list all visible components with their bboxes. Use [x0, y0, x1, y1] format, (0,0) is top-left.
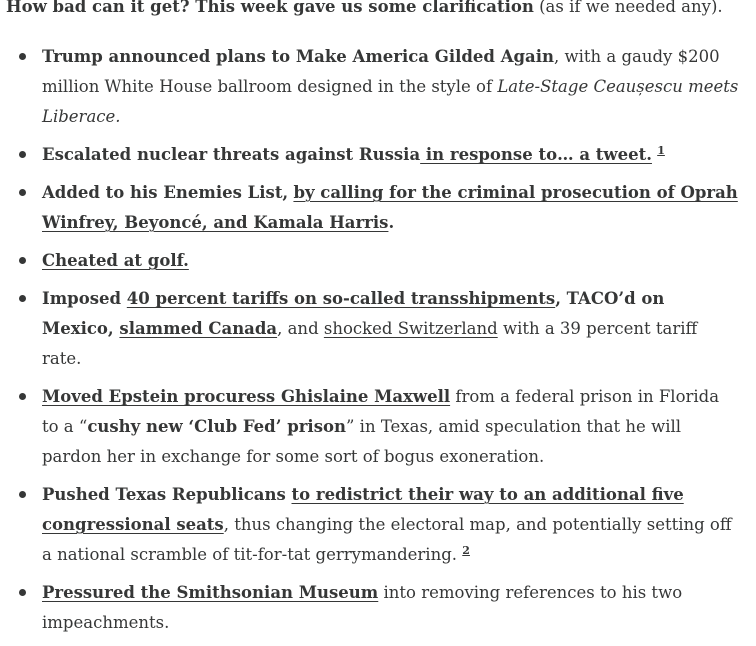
list-item	[0, 578, 740, 638]
list-item	[0, 480, 740, 570]
intro-paragraph	[0, 0, 740, 19]
list-item	[0, 42, 740, 132]
item-bold-text: cushy new ‘Club Fed’ prison	[87, 417, 346, 436]
intro-rest-text: (as if we needed any).	[533, 0, 723, 16]
list-item	[0, 382, 740, 472]
item-end-text: .	[388, 213, 395, 232]
item-text: , thus changing the electoral map, and potentially setting off a national scramble of tit-for-tat gerrymandering.	[42, 515, 732, 564]
maxwell-link[interactable]: Moved Epstein procuress Ghislaine Maxwell	[42, 387, 451, 406]
list-item	[0, 140, 740, 170]
item-text: , and	[277, 319, 324, 338]
tweet-link[interactable]: in response to… a tweet.	[420, 145, 652, 164]
item-bold-text: Escalated nuclear threats against Russia	[42, 145, 421, 164]
item-text: from a federal prison in Florida to a “	[42, 387, 720, 436]
intro-bold-text: How bad can it get? This week gave us some clarification	[6, 0, 534, 16]
footnote-marker	[657, 144, 665, 157]
bullet-icon	[19, 189, 26, 196]
list-item	[0, 284, 740, 374]
golf-link[interactable]: Cheated at golf.	[42, 251, 189, 270]
bullet-list	[0, 42, 740, 646]
item-italic-text: Late-Stage Ceaușescu meets Liberace.	[42, 77, 739, 126]
smithsonian-link[interactable]: Pressured the Smithsonian Museum	[42, 583, 379, 602]
item-bold-text: Added to his Enemies List,	[42, 183, 289, 202]
transshipment-tariffs-link[interactable]: 40 percent tariffs on so-called transshipments	[126, 289, 556, 308]
item-text: with a 39 percent tariff rate.	[42, 319, 698, 368]
bullet-icon	[19, 53, 26, 60]
prosecution-link[interactable]: by calling for the criminal prosecution of Oprah Winfrey, Beyoncé, and Kamala Harris	[42, 183, 738, 232]
canada-link[interactable]: slammed Canada	[119, 319, 278, 338]
bullet-icon	[19, 295, 26, 302]
bullet-icon	[19, 257, 26, 264]
list-item	[0, 246, 740, 276]
item-text: , with a gaudy $200 million White House ballroom designed in the style of	[42, 47, 720, 96]
item-bold-text: Imposed	[42, 289, 127, 308]
footnote-link-2[interactable]: 2	[462, 544, 470, 557]
item-bold-text: Pushed Texas Republicans	[42, 485, 292, 504]
bullet-icon	[19, 491, 26, 498]
item-bold-text: , TACO’d on Mexico,	[42, 289, 665, 338]
footnote-marker	[462, 544, 470, 557]
bullet-icon	[19, 393, 26, 400]
redistrict-link[interactable]: to redistrict their way to an additional five congressional seats	[42, 485, 684, 534]
list-item	[0, 178, 740, 238]
item-text: ” in Texas, amid speculation that he will pardon her in exchange for some sort of bogus exoneration.	[42, 417, 682, 466]
bullet-icon	[19, 151, 26, 158]
bullet-icon	[19, 589, 26, 596]
switzerland-link[interactable]: shocked Switzerland	[323, 319, 498, 338]
item-text: into removing references to his two impeachments.	[42, 583, 683, 632]
item-bold-text: Trump announced plans to Make America Gilded Again	[42, 47, 554, 66]
footnote-link-1[interactable]: 1	[657, 144, 665, 157]
